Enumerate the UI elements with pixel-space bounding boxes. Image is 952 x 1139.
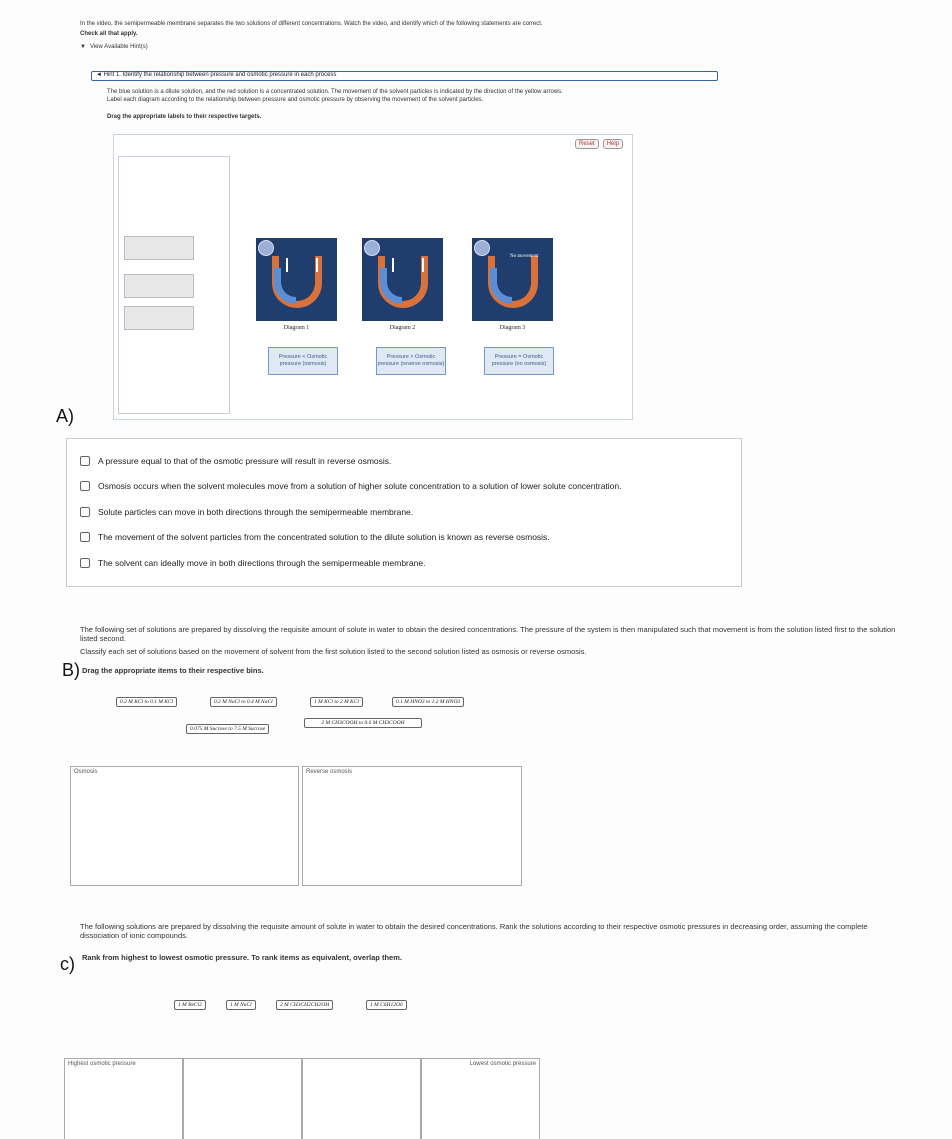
part-b-paragraph: The following set of solutions are prepared by dissolving the requisite amount of solute in water to obtain the desired concentrations. The pressure of the system is then manipulated such that movement is from the solution listed first to the solution listed second. xyxy=(80,625,896,643)
diagram-2-caption: Diagram 2 xyxy=(389,325,416,331)
diagram-2-image xyxy=(362,238,443,321)
ranking-row xyxy=(64,1058,540,1139)
part-c-instruction: Rank from highest to lowest osmotic pressure. To rank items as equivalent, overlap them. xyxy=(82,953,402,962)
rank-item[interactable]: 1 M NaCl xyxy=(226,1000,256,1010)
part-b-classify: Classify each set of solutions based on the movement of solvent from the first solution listed to the second solution listed as osmosis or reverse osmosis. xyxy=(80,647,587,656)
hints-toggle-label: View Available Hint(s) xyxy=(89,44,148,50)
checkbox[interactable] xyxy=(80,532,90,542)
checkbox[interactable] xyxy=(80,558,90,568)
hint-title-bar[interactable] xyxy=(91,71,718,81)
hint-drag-instruction: Drag the appropriate labels to their respective targets. xyxy=(107,114,262,120)
rank-slot-2[interactable] xyxy=(183,1058,302,1139)
diagram-3-caption: Diagram 3 xyxy=(499,325,526,331)
reset-button[interactable]: Reset xyxy=(575,139,599,149)
option-2-text: Osmosis occurs when the solvent molecules move from a solution of higher solute concentration to a solution of lower solute concentration. xyxy=(98,481,622,491)
checkbox[interactable] xyxy=(80,456,90,466)
hint-body-line1: The blue solution is a dilute solution, and the red solution is a concentrated solution. The movement of the solvent particles is indicated by the direction of the yellow arrows. xyxy=(107,89,563,95)
drag-item[interactable]: 0.075 M Sucrose to 7.5 M Sucrose xyxy=(186,724,269,734)
part-a-marker: A) xyxy=(56,406,74,426)
option-3[interactable] xyxy=(80,507,413,517)
option-2[interactable] xyxy=(80,481,622,491)
diagram-1-image xyxy=(256,238,337,321)
option-5-text: The solvent can ideally move in both directions through the semipermeable membrane. xyxy=(98,558,426,568)
pressure-gauge-icon xyxy=(364,240,380,256)
checkbox[interactable] xyxy=(80,481,90,491)
question-instruction: In the video, the semipermeable membrane separates the two solutions of different concentrations. Watch the video, and identify which of the following statements are correct. xyxy=(80,21,543,27)
drag-item[interactable]: 0.2 M NaCl to 0.4 M NaCl xyxy=(210,697,277,707)
hints-toggle[interactable] xyxy=(80,43,148,51)
highest-label: Highest osmotic pressure xyxy=(68,1061,136,1067)
caret-down-icon: ▼ xyxy=(80,44,86,50)
pressure-gauge-icon xyxy=(258,240,274,256)
option-4[interactable] xyxy=(80,532,550,542)
empty-label-slot[interactable] xyxy=(124,236,194,260)
diagram-1-label[interactable]: Pressure < Osmotic pressure (osmosis) xyxy=(268,347,338,375)
rank-slot-3[interactable] xyxy=(302,1058,421,1139)
reverse-osmosis-bin[interactable] xyxy=(302,766,522,886)
help-button[interactable]: Help xyxy=(603,139,623,149)
arrow-icon xyxy=(422,258,424,272)
diagram-3-label[interactable]: Pressure = Osmotic pressure (no osmosis) xyxy=(484,347,554,375)
empty-label-slot[interactable] xyxy=(124,306,194,330)
arrow-icon xyxy=(316,258,318,272)
part-b-marker: B) xyxy=(62,660,80,680)
hint-title: Hint 1. Identify the relationship between pressure and osmotic pressure in each process xyxy=(103,72,337,78)
rank-item[interactable]: 1 M BeCl2 xyxy=(174,1000,206,1010)
drag-item[interactable]: 1 M KCl to 2 M KCl xyxy=(310,697,363,707)
osmosis-bin-label: Osmosis xyxy=(74,769,98,775)
arrow-icon xyxy=(392,258,394,272)
part-c-marker: c) xyxy=(60,954,75,974)
rank-slot-4[interactable] xyxy=(421,1058,540,1139)
drag-item[interactable]: 0.2 M KCl to 0.1 M KCl xyxy=(116,697,177,707)
checkbox[interactable] xyxy=(80,507,90,517)
option-1-text: A pressure equal to that of the osmotic pressure will result in reverse osmosis. xyxy=(98,456,392,466)
diagram-3-image xyxy=(472,238,553,321)
option-3-text: Solute particles can move in both directions through the semipermeable membrane. xyxy=(98,507,414,517)
arrow-icon xyxy=(286,258,288,272)
osmosis-bin[interactable] xyxy=(70,766,299,886)
collapse-icon: ◄ xyxy=(96,72,104,78)
empty-label-slot[interactable] xyxy=(124,274,194,298)
option-5[interactable] xyxy=(80,558,425,568)
rank-item[interactable]: 2 M CH3CH2CH2OH xyxy=(276,1000,333,1010)
drag-item[interactable]: 0.1 M HNO3 to 1.2 M HNO3 xyxy=(392,697,464,707)
part-b-instruction: Drag the appropriate items to their respective bins. xyxy=(82,666,264,675)
reverse-osmosis-bin-label: Reverse osmosis xyxy=(306,769,353,775)
lowest-label: Lowest osmotic pressure xyxy=(469,1061,536,1067)
drag-item[interactable]: 2 M CH3COOH to 0.6 M CH3COOH xyxy=(304,718,422,728)
check-all-label: Check all that apply. xyxy=(80,31,138,37)
pressure-gauge-icon xyxy=(474,240,490,256)
hint-body-line2: Label each diagram according to the relationship between pressure and osmotic pressure by observing the movement of the solvent particles. xyxy=(107,97,484,103)
rank-item[interactable]: 1 M C6H12O6 xyxy=(366,1000,407,1010)
option-1[interactable] xyxy=(80,456,391,466)
diagram-2-label[interactable]: Pressure > Osmotic pressure (reverse osmosis) xyxy=(376,347,446,375)
part-c-paragraph: The following solutions are prepared by dissolving the requisite amount of solute in water to obtain the desired concentrations. Rank the solutions according to their respective osmotic pressures in decreasing order, assuming the complete dissociation of ionic compounds. xyxy=(80,922,868,940)
diagram-1-caption: Diagram 1 xyxy=(283,325,310,331)
no-movement-overlay: No movement xyxy=(510,254,539,259)
option-4-text: The movement of the solvent particles from the concentrated solution to the dilute solution is known as reverse osmosis. xyxy=(98,532,550,542)
rank-slot-1[interactable] xyxy=(64,1058,183,1139)
